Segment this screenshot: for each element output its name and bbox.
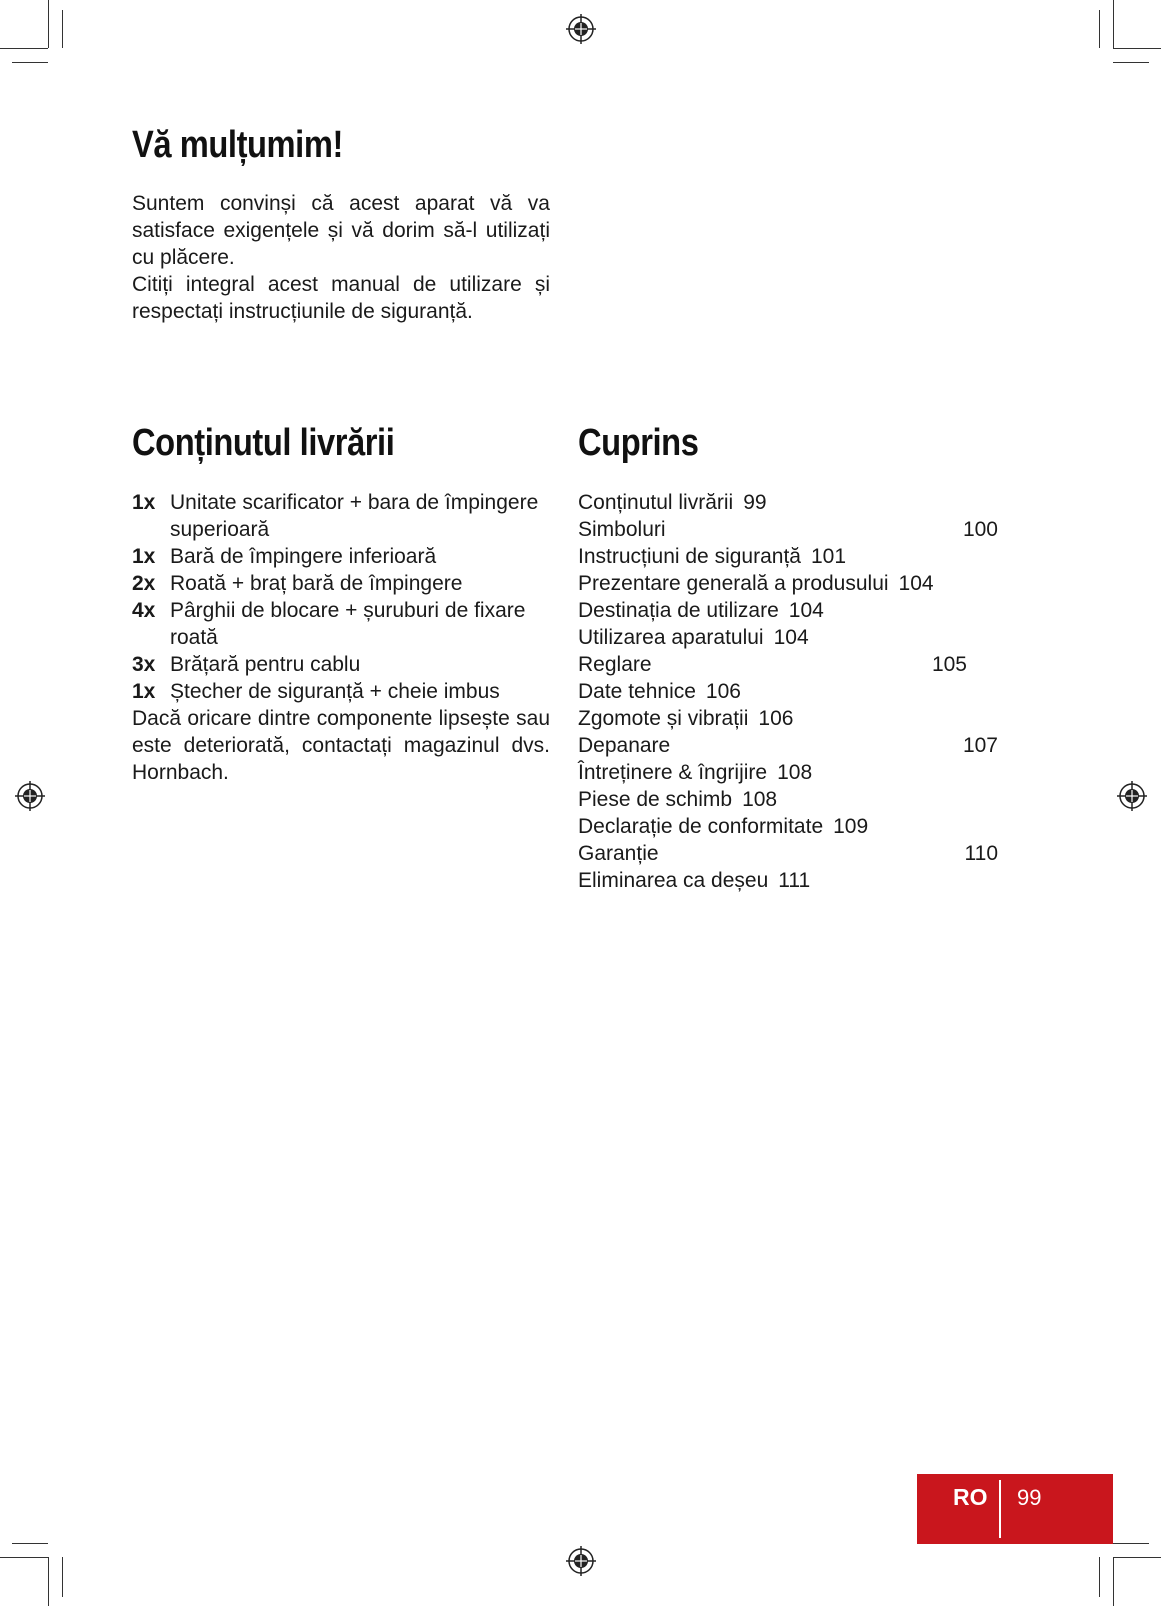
delivery-desc: Bară de împingere inferioară — [170, 545, 437, 568]
toc-page: 107 — [962, 734, 998, 757]
page-title: Vă mulțumim! — [132, 124, 343, 166]
toc-entry[interactable] — [578, 543, 998, 570]
toc-page: 104 — [898, 572, 934, 595]
crop-mark — [1099, 10, 1100, 48]
toc-page: 111 — [778, 869, 811, 892]
toc-title: Declarație de conformitate — [578, 815, 824, 838]
crop-mark — [1113, 1557, 1161, 1558]
toc-page: 108 — [742, 788, 778, 811]
toc-title: Zgomote și vibrații — [578, 707, 749, 730]
crop-mark — [0, 1557, 48, 1558]
toc-entry[interactable] — [578, 678, 998, 705]
toc-entry[interactable] — [578, 624, 998, 651]
delivery-desc: Brățară pentru cablu — [170, 653, 361, 676]
intro-paragraph: Suntem convinși că acest aparat vă va satisface exigențele și vă dorim să-l utilizați cu plăcere. — [132, 192, 550, 269]
crop-mark — [62, 10, 63, 48]
toc-entry[interactable] — [578, 651, 998, 678]
crop-mark — [1113, 1557, 1114, 1606]
toc-entry[interactable] — [578, 570, 998, 597]
delivery-desc: Unitate scarificator + bara de împingere superioară — [170, 491, 539, 541]
toc-page: 99 — [743, 491, 767, 514]
toc-title: Garanție — [578, 842, 659, 865]
delivery-item — [132, 597, 550, 651]
toc-entry[interactable] — [578, 867, 998, 894]
toc-title: Reglare — [578, 653, 652, 676]
delivery-qty: 2x — [132, 572, 156, 595]
crop-mark — [1113, 0, 1114, 48]
toc-title: Eliminarea ca deșeu — [578, 869, 769, 892]
toc-entry[interactable] — [578, 489, 998, 516]
delivery-item — [132, 678, 550, 705]
toc-page: 100 — [962, 518, 998, 541]
toc-entry[interactable] — [578, 516, 998, 543]
toc-title: Piese de schimb — [578, 788, 733, 811]
registration-mark-icon — [15, 781, 45, 811]
intro-text — [132, 190, 550, 325]
toc-title: Simboluri — [578, 518, 666, 541]
crop-mark — [62, 1557, 63, 1597]
intro-paragraph: Citiți integral acest manual de utilizare și respectați instrucțiunile de siguranță. — [132, 273, 550, 323]
toc-page: 101 — [810, 545, 847, 568]
delivery-item — [132, 489, 550, 543]
delivery-heading: Conținutul livrării — [132, 422, 395, 464]
crop-mark — [12, 1543, 48, 1544]
toc-page: 109 — [833, 815, 869, 838]
registration-mark-icon — [1117, 781, 1147, 811]
toc-title: Instrucțiuni de siguranță — [578, 545, 801, 568]
toc-page: 105 — [931, 653, 967, 676]
toc-title: Întreținere & îngrijire — [578, 761, 768, 784]
toc-title: Utilizarea aparatului — [578, 626, 764, 649]
toc-title: Conținutul livrării — [578, 491, 734, 514]
delivery-qty: 3x — [132, 653, 156, 676]
delivery-item — [132, 543, 550, 570]
toc-entry[interactable] — [578, 732, 998, 759]
toc-title: Date tehnice — [578, 680, 696, 703]
delivery-qty: 1x — [132, 545, 156, 568]
toc-entry[interactable] — [578, 840, 998, 867]
toc-entry[interactable] — [578, 813, 998, 840]
contents-heading: Cuprins — [578, 422, 699, 464]
toc-title: Depanare — [578, 734, 671, 757]
toc-title: Prezentare generală a produsului — [578, 572, 889, 595]
registration-mark-icon — [566, 1546, 596, 1576]
crop-mark — [1113, 1543, 1149, 1544]
delivery-qty: 1x — [132, 491, 156, 514]
badge-divider — [999, 1480, 1001, 1538]
toc-page: 104 — [773, 626, 809, 649]
toc-page: 104 — [788, 599, 824, 622]
toc-page: 106 — [758, 707, 794, 730]
toc-entry[interactable] — [578, 597, 998, 624]
delivery-desc: Pârghii de blocare + șuruburi de fixare roată — [170, 599, 526, 649]
toc-page: 110 — [964, 842, 998, 865]
crop-mark — [48, 0, 49, 48]
toc-entry[interactable] — [578, 786, 998, 813]
delivery-desc: Roată + braț bară de împingere — [170, 572, 463, 595]
toc-title: Destinația de utilizare — [578, 599, 779, 622]
crop-mark — [1099, 1557, 1100, 1597]
toc-entry[interactable] — [578, 759, 998, 786]
crop-mark — [48, 1557, 49, 1606]
crop-mark — [1113, 48, 1161, 49]
missing-parts-note: Dacă oricare dintre componente lipsește sau este deteriorată, contactați magazinul dvs. Hornbach. — [132, 707, 550, 784]
crop-mark — [1113, 62, 1149, 63]
table-of-contents — [578, 489, 998, 894]
delivery-list — [132, 489, 550, 705]
crop-mark — [12, 62, 48, 63]
registration-mark-icon — [566, 14, 596, 44]
page-badge — [917, 1474, 1113, 1544]
delivery-qty: 1x — [132, 680, 156, 703]
language-code: RO — [953, 1484, 988, 1510]
delivery-item — [132, 570, 550, 597]
toc-page: 106 — [705, 680, 741, 703]
delivery-item — [132, 651, 550, 678]
page-number: 99 — [1017, 1485, 1042, 1510]
crop-mark — [0, 48, 48, 49]
delivery-qty: 4x — [132, 599, 156, 622]
toc-entry[interactable] — [578, 705, 998, 732]
toc-page: 108 — [777, 761, 813, 784]
delivery-desc: Ștecher de siguranță + cheie imbus — [170, 680, 500, 703]
